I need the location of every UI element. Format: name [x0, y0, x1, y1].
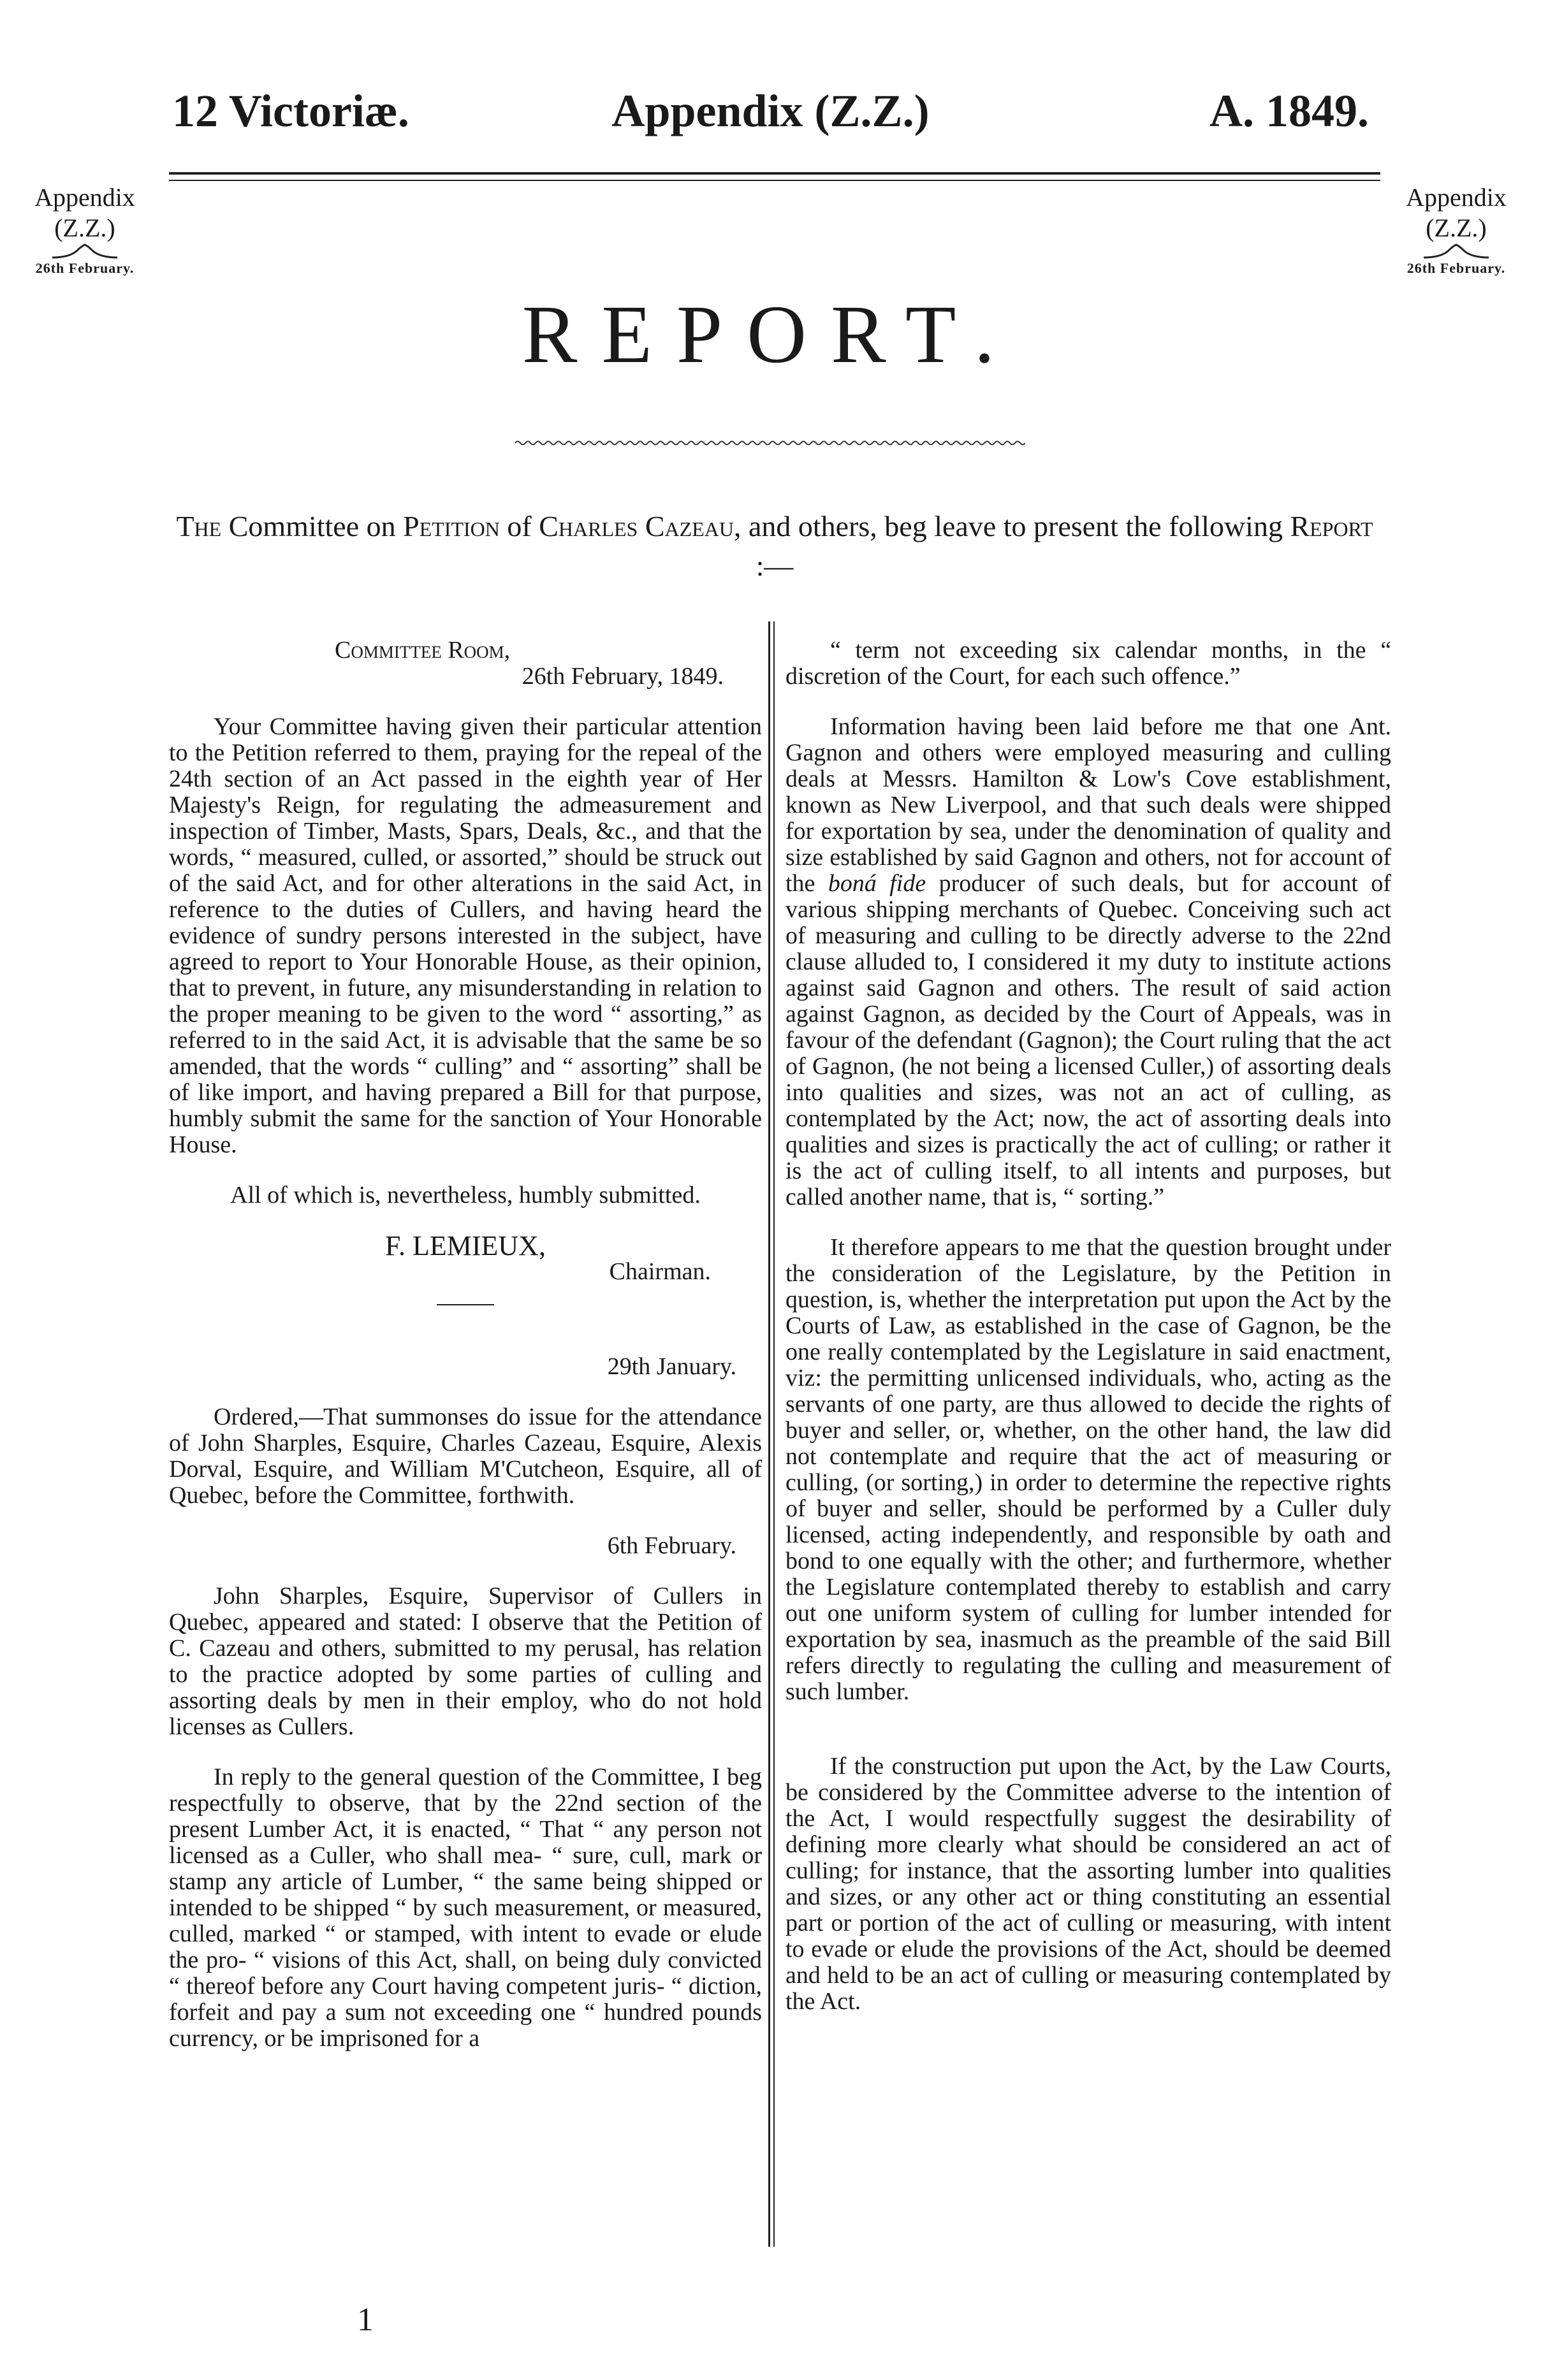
minutes-date: 6th February. [607, 1532, 736, 1559]
italic-phrase: boná fide [828, 870, 926, 897]
header-rule-thin [169, 180, 1380, 181]
committee-room: Committee Room, [335, 637, 511, 664]
paragraph-text: producer of such deals, but for account of various shipping merchants of Quebec. Conceiving such act of measuring and culling to be directly adverse to the 22nd clause alluded to, I considered it my duty to institute actions against said Gagnon and others. The result of said action against Gagnon, as decided by the Court of Appeals, was in favour of the defendant (Gagnon); the Court ruling that the act of Gagnon, (he not being a licensed Culler,) of assorting deals into qualities and sizes, was not an act of culling, as contemplated by the Act; now, the act of assorting deals into qualities and sizes is practically the act of culling; or rather it is the act of culling itself, to all intents and purposes, but called another name, that is, “ sorting.” [785, 870, 1391, 1210]
right-column [785, 637, 1391, 2015]
chairman-title: Chairman. [609, 1258, 711, 1285]
intro-petitioner: Charles Cazeau [539, 510, 734, 542]
header-year: A. 1849. [1209, 85, 1369, 136]
intro-the: The [176, 510, 222, 542]
intro-text: :— [756, 549, 794, 582]
header-rule [169, 172, 1380, 175]
report-date: 26th February, 1849. [522, 663, 724, 690]
margin-date: 26th February. [35, 260, 135, 276]
column-divider [773, 621, 775, 2247]
report-title: REPORT. [522, 289, 1019, 381]
paragraph-text: Information having been laid before me that one Ant. Gagnon and others were employed measuring and culling deals at Messrs. Hamilton & Low's Cove establishment, known as New Liverpool, and that such deals were shipped for exportation by sea, under the denomination of quality and size established by said Gagnon and others, not for account of the [785, 713, 1391, 897]
margin-note-left [5, 182, 164, 277]
intro-report: Report [1290, 510, 1373, 542]
intro-petition: Petition [403, 510, 500, 542]
left-column [169, 637, 762, 2052]
paragraph: John Sharples, Esquire, Supervisor of Cullers in Quebec, appeared and stated: I observe that the Petition of C. Cazeau and others, submitted to my perusal, has relation to the practice adopted by some parties of culling and assorting deals by men in their employ, who do not hold licenses as Cullers. [169, 1583, 762, 1740]
paragraph: If the construction put upon the Act, by the Law Courts, be considered by the Committee adverse to the intention of the Act, I would respectfully suggest the desirability of defining more clearly what should be considered an act of culling; for instance, that the assorting lumber into qualities and sizes, or any other act or thing constituting an essential part or portion of the act of culling or measuring, with intent to evade or elude the provisions of the Act, should be deemed and held to be an act of culling or measuring contemplated by the Act. [785, 1753, 1391, 2015]
paragraph: It therefore appears to me that the question brought under the consideration of the Legislature, by the Petition in question, is, whether the interpretation put upon the Act by the Courts of Law, as established in the case of Gagnon, be the one really contemplated by the Legislature in said enactment, viz: the permitting unlicensed individuals, who, acting as the servants of one party, are thus allowed to decide the rights of buyer and seller, or, whether, on the other hand, the law did not contemplate and require that the act of measuring or culling, (or sorting,) in order to determine the repective rights of buyer and seller, should be performed by a Culler duly licensed, acting independently, and responsible by oath and bond to one equally with the other; and furthermore, whether the Legislature contemplated thereby to establish and carry out one uniform system of culling for lumber intended for exportation by sea, inasmuch as the preamble of the said Bill refers directly to regulating the culling and measurement of such lumber. [785, 1234, 1391, 1705]
margin-note-right [1377, 182, 1536, 277]
header-appendix: Appendix (Z.Z.) [611, 85, 930, 136]
chairman-signature: F. LEMIEUX, [385, 1230, 546, 1261]
wavy-rule-ornament-icon [515, 439, 1025, 447]
minutes-date: 29th January. [607, 1353, 736, 1380]
paragraph: “ term not exceeding six calendar months, in the “ discretion of the Court, for each such offence.” [785, 637, 1391, 690]
margin-appendix-code: (Z.Z.) [1426, 214, 1487, 242]
intro-text: Committee on [221, 510, 404, 542]
column-divider [768, 621, 770, 2247]
brace-ornament-icon [1421, 243, 1491, 260]
intro-text: of [499, 510, 539, 542]
paragraph: All of which is, nevertheless, humbly submitted. [230, 1182, 701, 1208]
paragraph: Ordered,—That summonses do issue for the attendance of John Sharples, Esquire, Charles Cazeau, Esquire, Alexis Dorval, Esquire, and William M'Cutcheon, Esquire, all of Quebec, before the Committee, forthwith. [169, 1404, 762, 1509]
paragraph: In reply to the general question of the Committee, I beg respectfully to observe, that by the 22nd section of the present Lumber Act, it is enacted, “ That “ any person not licensed as a Culler, who shall mea- “ sure, cull, mark or stamp any article of Lumber, “ the same being shipped or intended to be shipped “ by such measurement, or measured, culled, marked “ or stamped, with intent to evade or elude the pro- “ visions of this Act, shall, on being duly convicted “ thereof before any Court having competent juris- “ diction, forfeit and pay a sum not exceeding one “ hundred pounds currency, or be imprisoned for a [169, 1764, 762, 2052]
header-session: 12 Victoriæ. [172, 85, 409, 136]
intro-text: , and others, beg leave to present the following [733, 510, 1290, 542]
margin-appendix-label: Appendix [34, 183, 135, 212]
page-number: 1 [357, 2302, 374, 2338]
report-intro [169, 507, 1380, 586]
margin-date: 26th February. [1406, 260, 1506, 276]
brace-ornament-icon [50, 243, 120, 260]
margin-appendix-label: Appendix [1406, 183, 1507, 212]
margin-appendix-code: (Z.Z.) [54, 214, 115, 242]
paragraph: Your Committee having given their particular attention to the Petition referred to them, praying for the repeal of the 24th section of an Act passed in the eighth year of Her Majesty's Reign, for regulating the admeasurement and inspection of Timber, Masts, Spars, Deals, &c., and that the words, “ measured, culled, or assorted,” should be struck out of the said Act, and for other alterations in the said Act, in reference to the duties of Cullers, and having heard the evidence of sundry persons interested in the subject, have agreed to report to Your Honorable House, as their opinion, that to prevent, in future, any misunderstanding in relation to the proper meaning to be given to the word “ assorting,” as referred to in the said Act, it is advisable that the same be so amended, that the words “ culling” and “ assorting” shall be of like import, and having prepared a Bill for that purpose, humbly submit the same for the sanction of Your Honorable House. [169, 713, 762, 1158]
paragraph [785, 714, 1391, 1210]
